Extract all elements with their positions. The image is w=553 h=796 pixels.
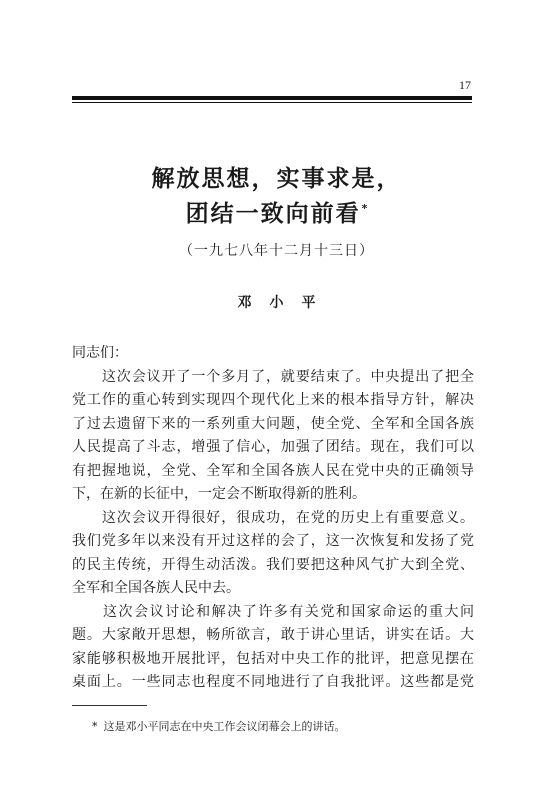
body-line: 桌面上。一些同志也程度不同地进行了自我批评。这些都是党 (72, 674, 474, 690)
body-line: 同志们： (72, 345, 128, 361)
body-line: 这次会议开得很好，很成功，在党的历史上有重要意义。 (72, 509, 474, 526)
page-title-line-2 (0, 195, 553, 228)
footnote-reference-mark: * (361, 202, 368, 216)
header-rule-thick (72, 96, 472, 100)
speech-date: （一九七八年十二月十三日） (179, 243, 374, 259)
title-text: 团结一致向前看 (185, 201, 361, 227)
footnote (92, 718, 346, 734)
footnote-text: 这是邓小平同志在中央工作会议闭幕会上的讲话。 (103, 720, 346, 733)
body-text (72, 342, 474, 695)
footnote-mark: * (92, 720, 98, 733)
footnote-rule (72, 705, 147, 706)
header-rule-thin (72, 102, 472, 103)
body-line: 了过去遗留下来的一系列重大问题，使全党、全军和全国各族 (72, 415, 474, 432)
body-line: 全军和全国各族人民中去。 (72, 580, 240, 596)
page-number: 17 (459, 78, 471, 92)
body-line: 这次会议开了一个多月了，就要结束了。中央提出了把全 (72, 368, 474, 385)
body-line: 下，在新的长征中，一定会不断取得新的胜利。 (72, 486, 366, 502)
body-line: 题。大家敞开思想，畅所欲言，敢于讲心里话，讲实在话。大 (72, 627, 474, 643)
page-title-line-1: 解放思想，实事求是， (151, 166, 402, 192)
body-line: 有把握地说，全党、全军和全国各族人民在党中央的正确领导 (72, 462, 474, 479)
body-line: 人民提高了斗志，增强了信心，加强了团结。现在，我们可以 (72, 439, 474, 455)
author-name: 邓小平 (237, 295, 334, 311)
body-line: 的民主传统，开得生动活泼。我们要把这种风气扩大到全党、 (72, 556, 474, 573)
body-line: 我们党多年以来没有开过这样的会了，这一次恢复和发扬了党 (72, 533, 474, 549)
body-line: 家能够积极地开展批评，包括对中央工作的批评，把意见摆在 (72, 650, 474, 667)
body-line: 党工作的重心转到实现四个现代化上来的根本指导方针，解决 (72, 392, 474, 408)
body-line: 这次会议讨论和解决了许多有关党和国家命运的重大问 (72, 603, 474, 620)
